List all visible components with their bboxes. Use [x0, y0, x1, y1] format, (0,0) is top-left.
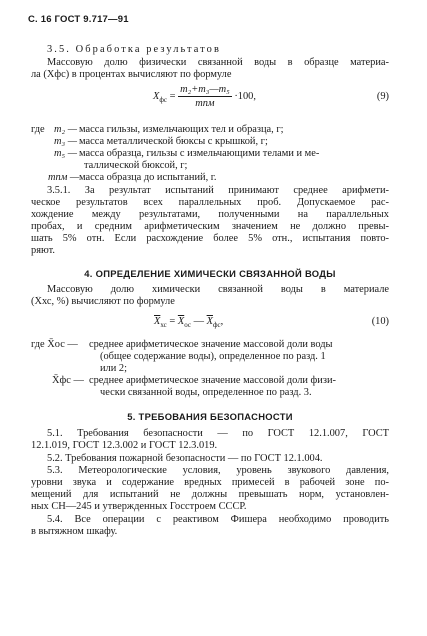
sec35-paragraph-line-2: ла (Xфс) в процентах вычисляют по формуле	[31, 69, 232, 80]
section-5-title: 5. ТРЕБОВАНИЯ БЕЗОПАСНОСТИ	[127, 411, 293, 422]
formula-9-body	[153, 84, 256, 109]
sec4-paragraph-line-2: (X̄хс, %) вычисляют по формуле	[31, 296, 175, 307]
sec35-paragraph-line-1: Массовую долю физически связанной воды в образце материа-	[47, 57, 389, 68]
sec5-line: 5.4. Все операции с реактивом Фишера необходимо проводить	[47, 514, 389, 525]
def-text: среднее арифметическое значение массовой доли воды	[89, 339, 333, 350]
formula-10-minus: —	[193, 316, 204, 327]
def-text: среднее арифметическое значение массовой доли физи-	[89, 375, 336, 386]
formula-10-term-b: $\overline{X}$	[206, 316, 213, 327]
def-text-continuation: таллической бюксой, г;	[84, 160, 188, 171]
sec5-line: ных СН—245 и утвержденных Госстроем СССР.	[31, 501, 247, 512]
def-term: m₅ —	[54, 148, 77, 159]
para-3-5-1-line: 3.5.1. За результат испытаний принимают среднее арифмети-	[47, 185, 389, 196]
sec4-paragraph-line-1: Массовую долю химически связанной воды в материале	[47, 284, 389, 295]
para-3-5-1-line: шать 5% отн. Если расхождение более 5% отн., испытания повто-	[31, 233, 389, 244]
sec5-line: уровни звука и содержание вредных примесей в рабочей зоне по-	[31, 477, 389, 488]
formula-9-fraction	[178, 84, 232, 109]
formula-9-numerator: m₂+m₃—m₅	[180, 84, 230, 95]
sec5-line: 5.3. Метеорологические условия, уровень звукового давления,	[47, 465, 389, 476]
def-text-continuation: или 2;	[100, 363, 127, 374]
formula-9	[31, 84, 389, 114]
para-3-5-1-line: хождение между результатами, полученными на параллельных	[31, 209, 389, 220]
where-label: где	[31, 124, 45, 135]
section-4-title: 4. ОПРЕДЕЛЕНИЕ ХИМИЧЕСКИ СВЯЗАННОЙ ВОДЫ	[84, 268, 336, 279]
formula-10-term-a: $\overline{X}$	[177, 316, 185, 327]
sec5-line: 5.1. Требования безопасности — по ГОСТ 12.1.007, ГОСТ	[47, 428, 389, 439]
def-text-continuation: чески связанной воды, определенное по разд. 3.	[100, 387, 312, 398]
def-term: где X̄ос —	[31, 339, 78, 350]
formula-10-term-b-sub: фс	[212, 321, 221, 330]
formula-9-lhs: X	[153, 90, 160, 102]
page-header: С. 16 ГОСТ 9.717—91	[28, 14, 129, 25]
para-3-5-1-line: пробах, и средним арифметическим значением не должно превы-	[31, 221, 389, 232]
sec5-line: 5.2. Требования пожарной безопасности — по ГОСТ 12.1.004.	[47, 453, 323, 464]
formula-9-tail: ·100,	[234, 90, 256, 102]
def-term: mпм —	[48, 172, 80, 183]
formula-10-number: (10)	[371, 316, 389, 327]
formula-10-term-a-sub: ос	[184, 321, 191, 330]
formula-9-equals: =	[169, 90, 176, 102]
def-text: масса гильзы, измельчающих тел и образца, г;	[79, 124, 284, 135]
formula-9-lhs-sub: фс	[159, 95, 168, 104]
formula-10	[31, 316, 389, 330]
sec5-line: мещений для испытаний не должны превышать норм, установлен-	[31, 489, 389, 500]
para-3-5-1-line: ряют.	[31, 245, 55, 256]
formula-10-body	[154, 316, 223, 329]
formula-9-number: (9)	[376, 91, 389, 102]
formula-10-equals: =	[169, 316, 176, 327]
def-text-continuation: (общее содержание воды), определенное по разд. 1	[100, 351, 326, 362]
def-term: m₂ —	[54, 124, 77, 135]
formula-9-denominator: mпм	[195, 98, 215, 109]
formula-10-lhs: $\overline{X}$	[154, 316, 161, 327]
formula-10-tail: ,	[220, 316, 224, 327]
para-3-5-1-line: ческое результатов всех параллельных проб. Допускаемое рас-	[31, 197, 389, 208]
formula-10-lhs-sub: хс	[160, 321, 167, 330]
sec5-line: в вытяжном шкафу.	[31, 526, 118, 537]
section-3-5-title: 3.5. Обработка результатов	[47, 44, 221, 55]
def-text: масса образца, гильзы с измельчающими телами и ме-	[79, 148, 320, 159]
def-text: масса образца до испытаний, г.	[79, 172, 217, 183]
def-term: m₃ —	[54, 136, 77, 147]
def-text: масса металлической бюксы с крышкой, г;	[79, 136, 268, 147]
sec5-line: 12.1.019, ГОСТ 12.3.002 и ГОСТ 12.3.019.	[31, 440, 218, 451]
def-term: X̄фс —	[52, 375, 84, 386]
